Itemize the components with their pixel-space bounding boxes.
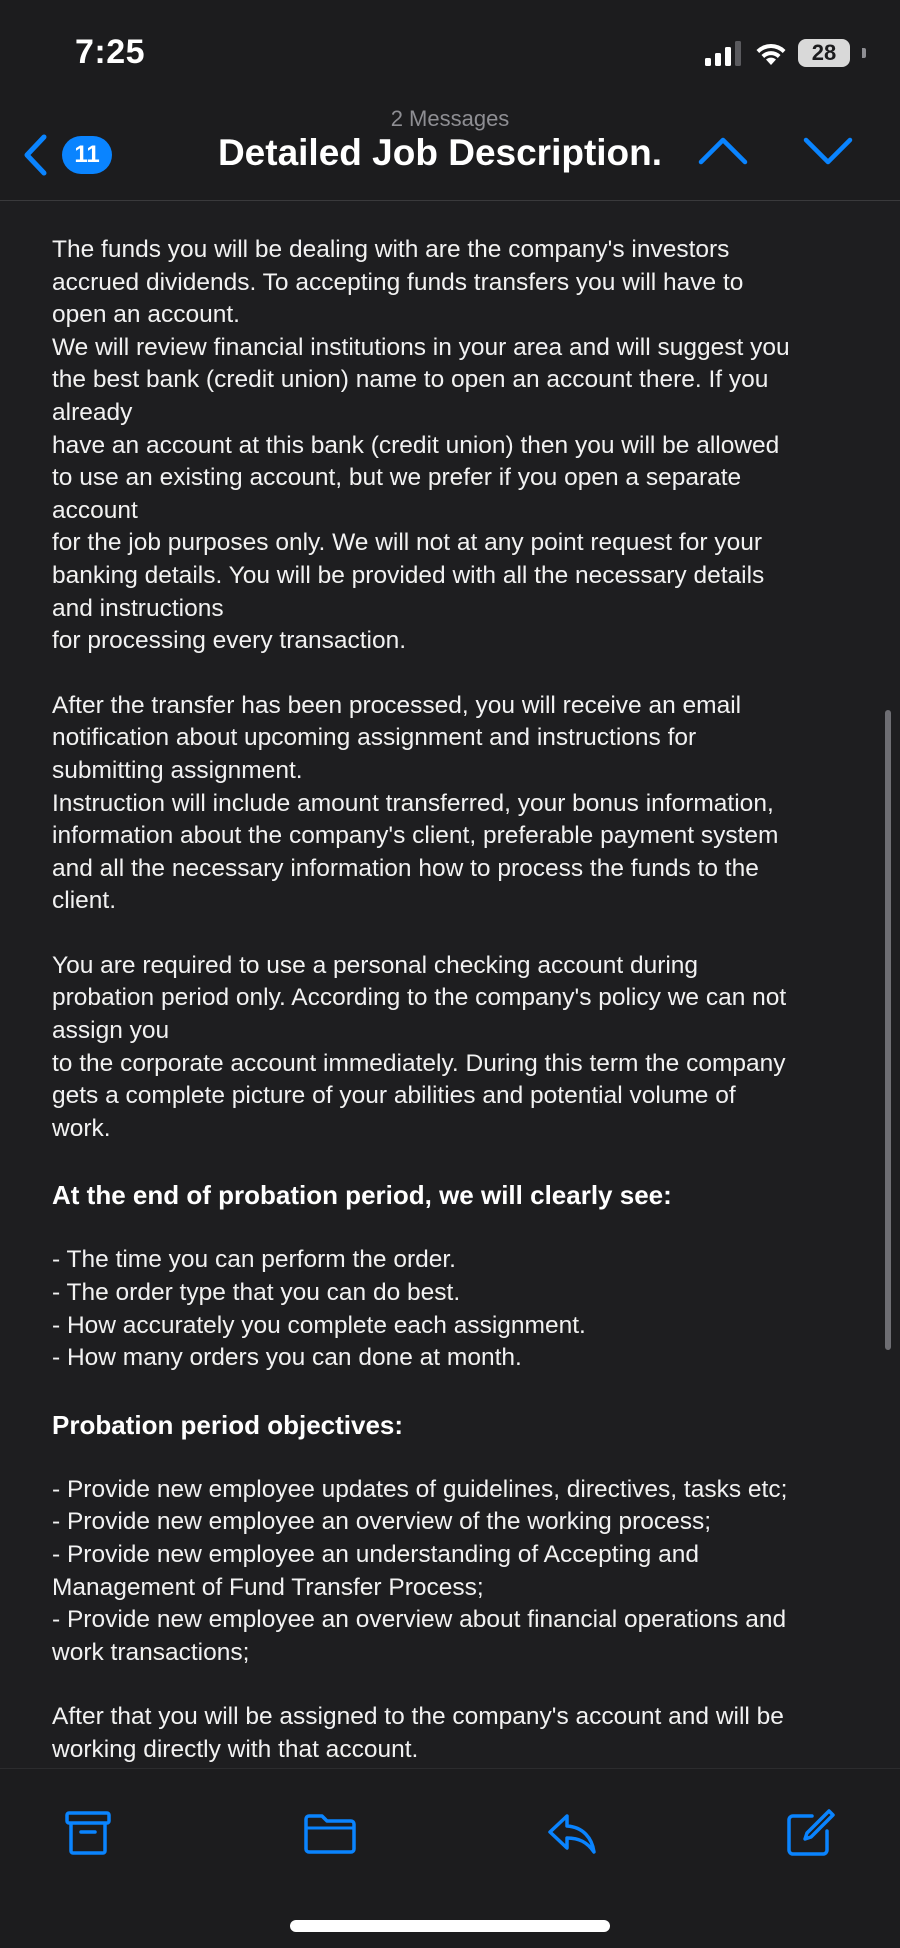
nav-bar xyxy=(0,100,900,201)
folder-icon xyxy=(303,1811,357,1855)
compose-button[interactable] xyxy=(782,1805,838,1861)
archive-icon xyxy=(63,1810,113,1856)
unread-count-badge: 11 xyxy=(62,136,112,174)
message-body xyxy=(52,234,852,1766)
battery-indicator xyxy=(798,39,850,67)
list-item: - How many orders you can done at month. xyxy=(52,1344,522,1372)
next-message-button[interactable] xyxy=(800,130,856,172)
chevron-left-icon xyxy=(22,133,48,177)
back-button[interactable] xyxy=(22,130,132,180)
chevron-down-icon xyxy=(800,130,856,172)
home-indicator[interactable] xyxy=(290,1920,610,1932)
page-title: Detailed Job Description. xyxy=(217,132,663,173)
status-time: 7:25 xyxy=(75,33,146,71)
body-paragraph-2: After the transfer has been processed, you will receive an email notification about upcoming assignment and instructions for submitting assignment. Instruction will include amount transferred, your bonus information, information about the company's client, preferable payment system and all the necessary information how to process the funds to the client. xyxy=(52,691,779,915)
compose-icon xyxy=(784,1808,836,1858)
previous-message-button[interactable] xyxy=(695,130,751,172)
list-item: - Provide new employee updates of guidelines, directives, tasks etc; xyxy=(52,1475,788,1503)
wifi-icon xyxy=(754,40,788,66)
battery-level: 28 xyxy=(811,40,837,65)
probation-objectives-heading: Probation period objectives: xyxy=(52,1409,404,1440)
list-item: - Provide new employee an overview of the working process; xyxy=(52,1508,712,1536)
message-count: 2 Messages xyxy=(390,106,510,131)
reply-icon xyxy=(545,1810,599,1856)
chevron-up-icon xyxy=(695,130,751,172)
list-item: - The time you can perform the order. xyxy=(52,1246,456,1274)
list-item: - Provide new employee an understanding of Accepting and Management of Fund Transfer Process; xyxy=(52,1541,699,1601)
body-paragraph-1: The funds you will be dealing with are the company's investors accrued dividends. To accepting funds transfers you will have to open an account. We will review financial institutions in your area and will suggest you the best bank (credit union) name to open an account there. If you already have an account at this bank (credit union) then you will be allowed to use an existing account, but we prefer if you open a separate account for the job purposes only. We will not at any point request for your banking details. You will be provided with all the necessary details and instructions for processing every transaction. xyxy=(52,236,790,655)
body-paragraph-3: You are required to use a personal checking account during probation period only. According to the company's policy we can not assign you to the corporate account immediately. During this term the company gets a complete picture of your abilities and potential volume of work. xyxy=(52,951,787,1142)
archive-button[interactable] xyxy=(60,1805,116,1861)
body-paragraph-4: After that you will be assigned to the company's account and will be working directly with that account. xyxy=(52,1703,784,1763)
list-item: - The order type that you can do best. xyxy=(52,1279,461,1307)
list-item: - How accurately you complete each assignment. xyxy=(52,1311,586,1339)
battery-cap xyxy=(862,48,866,58)
reply-button[interactable] xyxy=(544,1805,600,1861)
cellular-signal-icon xyxy=(704,40,744,66)
scrollbar[interactable] xyxy=(885,710,891,1350)
move-to-folder-button[interactable] xyxy=(302,1805,358,1861)
status-bar xyxy=(0,0,900,100)
probation-outcomes-heading: At the end of probation period, we will clearly see: xyxy=(52,1180,672,1211)
list-item: - Provide new employee an overview about financial operations and work transactions; xyxy=(52,1606,787,1666)
status-icons xyxy=(704,38,866,68)
